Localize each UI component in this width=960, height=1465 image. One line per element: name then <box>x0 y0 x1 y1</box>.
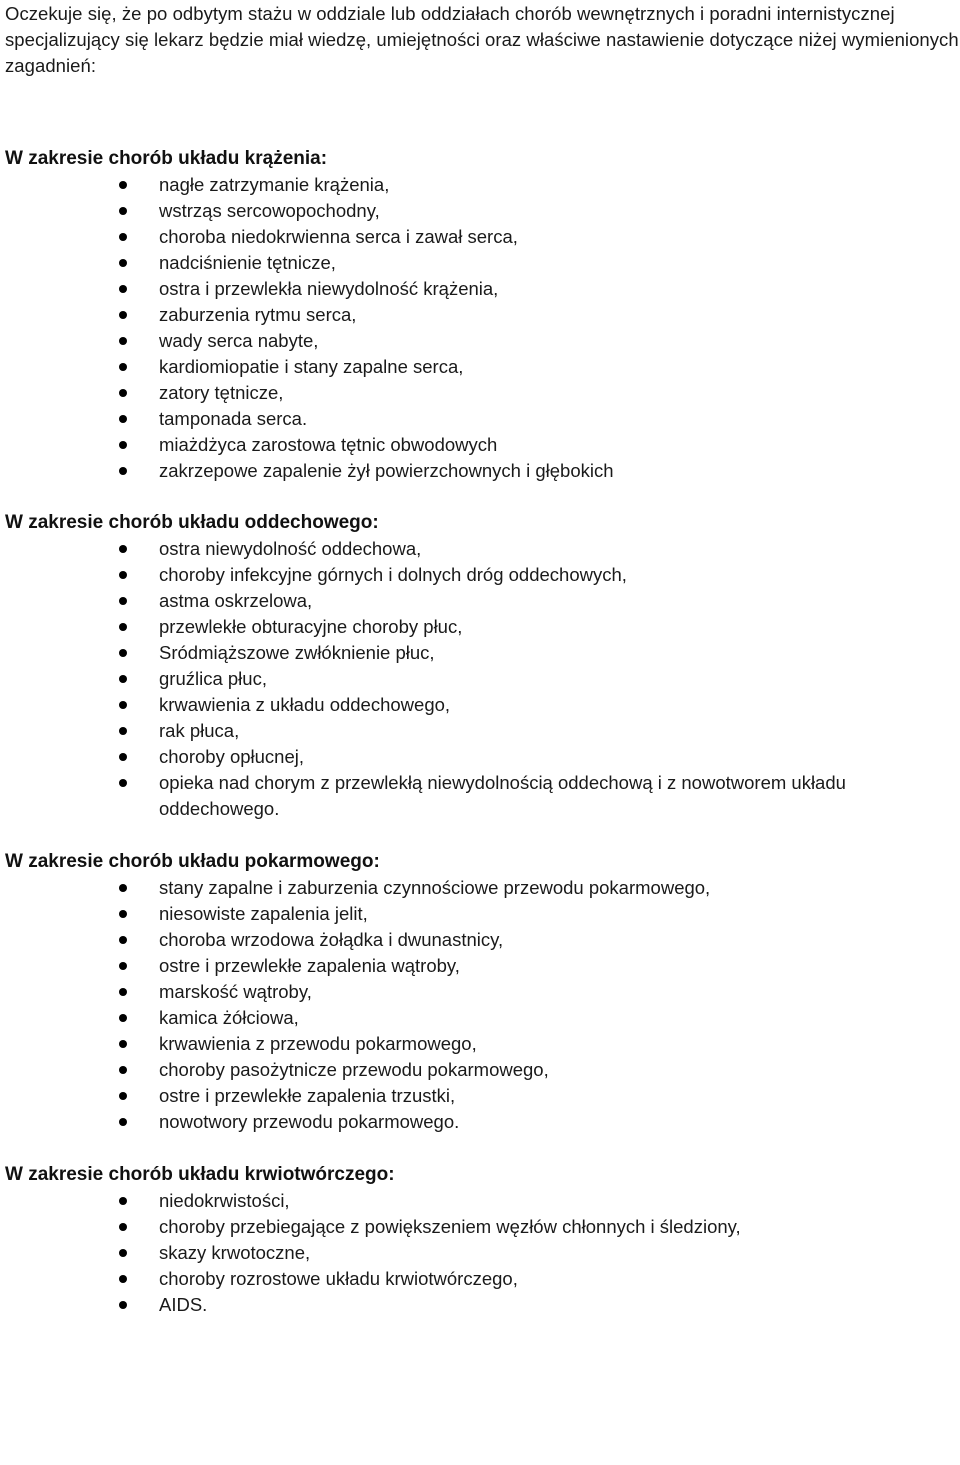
list-item <box>5 1109 960 1135</box>
list-item-text: gruźlica płuc, <box>159 668 267 689</box>
list-item-text: opieka nad chorym z przewlekłą niewydolnością oddechową i z nowotworem układu oddechowego. <box>159 772 846 819</box>
list-item-text: krwawienia z przewodu pokarmowego, <box>159 1033 477 1054</box>
list-item-text: choroba wrzodowa żołądka i dwunastnicy, <box>159 929 504 950</box>
list-item <box>5 588 960 614</box>
bullet-icon <box>119 415 127 423</box>
bullet-icon <box>119 623 127 631</box>
list-item-text: tamponada serca. <box>159 408 308 429</box>
list-item-text: choroby rozrostowe układu krwiotwórczego, <box>159 1268 518 1289</box>
bullet-icon <box>119 285 127 293</box>
bullet-icon <box>119 1118 127 1126</box>
bullet-icon <box>119 1040 127 1048</box>
list-item-text: krwawienia z układu oddechowego, <box>159 694 451 715</box>
list-item <box>5 718 960 744</box>
list-item <box>5 354 960 380</box>
list-item <box>5 198 960 224</box>
bullet-icon <box>119 649 127 657</box>
list-item <box>5 692 960 718</box>
circulatory-list <box>5 172 960 484</box>
bullet-icon <box>119 1249 127 1257</box>
bullet-icon <box>119 753 127 761</box>
list-item-text: astma oskrzelowa, <box>159 590 313 611</box>
list-item-text: choroba niedokrwienna serca i zawał serca, <box>159 226 518 247</box>
bullet-icon <box>119 467 127 475</box>
list-item <box>5 536 960 562</box>
bullet-icon <box>119 1223 127 1231</box>
list-item-text: stany zapalne i zaburzenia czynnościowe przewodu pokarmowego, <box>159 877 711 898</box>
list-item-text: choroby opłucnej, <box>159 746 305 767</box>
list-item <box>5 1083 960 1109</box>
bullet-icon <box>119 181 127 189</box>
document-page <box>5 0 960 1318</box>
bullet-icon <box>119 311 127 319</box>
list-item-text: nadciśnienie tętnicze, <box>159 252 336 273</box>
bullet-icon <box>119 363 127 371</box>
bullet-icon <box>119 571 127 579</box>
list-item <box>5 224 960 250</box>
list-item-text: choroby przebiegające z powiększeniem węzłów chłonnych i śledziony, <box>159 1216 741 1237</box>
list-item <box>5 1005 960 1031</box>
bullet-icon <box>119 207 127 215</box>
list-item <box>5 1292 960 1318</box>
list-item-text: choroby pasożytnicze przewodu pokarmowego, <box>159 1059 549 1080</box>
respiratory-list <box>5 536 960 822</box>
section-heading-digestive: W zakresie chorób układu pokarmowego: <box>5 851 380 872</box>
list-item <box>5 1057 960 1083</box>
section-heading-circulatory: W zakresie chorób układu krążenia: <box>5 148 328 169</box>
list-item-text: wstrząs sercowopochodny, <box>159 200 380 221</box>
list-item <box>5 953 960 979</box>
section-heading-respiratory: W zakresie chorób układu oddechowego: <box>5 512 379 533</box>
list-item-text: Sródmiąższowe zwłóknienie płuc, <box>159 642 435 663</box>
bullet-icon <box>119 1092 127 1100</box>
list-item-text: ostra niewydolność oddechowa, <box>159 538 422 559</box>
bullet-icon <box>119 701 127 709</box>
bullet-icon <box>119 936 127 944</box>
bullet-icon <box>119 1066 127 1074</box>
list-item-text: przewlekłe obturacyjne choroby płuc, <box>159 616 463 637</box>
bullet-icon <box>119 910 127 918</box>
bullet-icon <box>119 1014 127 1022</box>
bullet-icon <box>119 545 127 553</box>
list-item-text: kamica żółciowa, <box>159 1007 299 1028</box>
list-item <box>5 562 960 588</box>
list-item-text: zakrzepowe zapalenie żył powierzchownych i głębokich <box>159 460 614 481</box>
list-item <box>5 1214 960 1240</box>
bullet-icon <box>119 779 127 787</box>
bullet-icon <box>119 389 127 397</box>
bullet-icon <box>119 233 127 241</box>
list-item-text: zatory tętnicze, <box>159 382 284 403</box>
list-item-text: AIDS. <box>159 1294 208 1315</box>
list-item-text: marskość wątroby, <box>159 981 312 1002</box>
bullet-icon <box>119 597 127 605</box>
list-item-text: nowotwory przewodu pokarmowego. <box>159 1111 460 1132</box>
bullet-icon <box>119 337 127 345</box>
list-item <box>5 302 960 328</box>
list-item-text: kardiomiopatie i stany zapalne serca, <box>159 356 464 377</box>
list-item <box>5 458 960 484</box>
list-item <box>5 744 960 770</box>
list-item <box>5 250 960 276</box>
bullet-icon <box>119 675 127 683</box>
list-item <box>5 432 960 458</box>
bullet-icon <box>119 1301 127 1309</box>
list-item-text: ostre i przewlekłe zapalenia trzustki, <box>159 1085 456 1106</box>
list-item <box>5 927 960 953</box>
digestive-list <box>5 875 960 1135</box>
list-item <box>5 640 960 666</box>
list-item <box>5 276 960 302</box>
list-item <box>5 1188 960 1214</box>
list-item-text: miażdżyca zarostowa tętnic obwodowych <box>159 434 498 455</box>
section-heading-hematopoietic: W zakresie chorób układu krwiotwórczego: <box>5 1164 395 1185</box>
list-item <box>5 666 960 692</box>
list-item <box>5 1031 960 1057</box>
hematopoietic-list <box>5 1188 960 1318</box>
list-item <box>5 172 960 198</box>
list-item-text: niedokrwistości, <box>159 1190 290 1211</box>
list-item <box>5 1240 960 1266</box>
bullet-icon <box>119 1197 127 1205</box>
list-item <box>5 875 960 901</box>
list-item <box>5 380 960 406</box>
bullet-icon <box>119 259 127 267</box>
bullet-icon <box>119 884 127 892</box>
list-item <box>5 328 960 354</box>
bullet-icon <box>119 962 127 970</box>
list-item <box>5 901 960 927</box>
list-item <box>5 1266 960 1292</box>
list-item <box>5 614 960 640</box>
bullet-icon <box>119 727 127 735</box>
list-item <box>5 979 960 1005</box>
list-item <box>5 406 960 432</box>
bullet-icon <box>119 1275 127 1283</box>
list-item-text: choroby infekcyjne górnych i dolnych dróg oddechowych, <box>159 564 627 585</box>
intro-paragraph: Oczekuje się, że po odbytym stażu w oddziale lub oddziałach chorób wewnętrznych i poradni internistycznej specjalizujący się lekarz będzie miał wiedzę, umiejętności oraz właściwe nastawienie dotyczące niżej wymienionych zagadnień: <box>5 3 959 76</box>
list-item-text: ostra i przewlekła niewydolność krążenia, <box>159 278 499 299</box>
bullet-icon <box>119 441 127 449</box>
list-item-text: nagłe zatrzymanie krążenia, <box>159 174 390 195</box>
list-item <box>5 770 960 822</box>
list-item-text: zaburzenia rytmu serca, <box>159 304 357 325</box>
list-item-text: wady serca nabyte, <box>159 330 319 351</box>
list-item-text: niesowiste zapalenia jelit, <box>159 903 368 924</box>
list-item-text: skazy krwotoczne, <box>159 1242 311 1263</box>
list-item-text: ostre i przewlekłe zapalenia wątroby, <box>159 955 460 976</box>
list-item-text: rak płuca, <box>159 720 240 741</box>
bullet-icon <box>119 988 127 996</box>
